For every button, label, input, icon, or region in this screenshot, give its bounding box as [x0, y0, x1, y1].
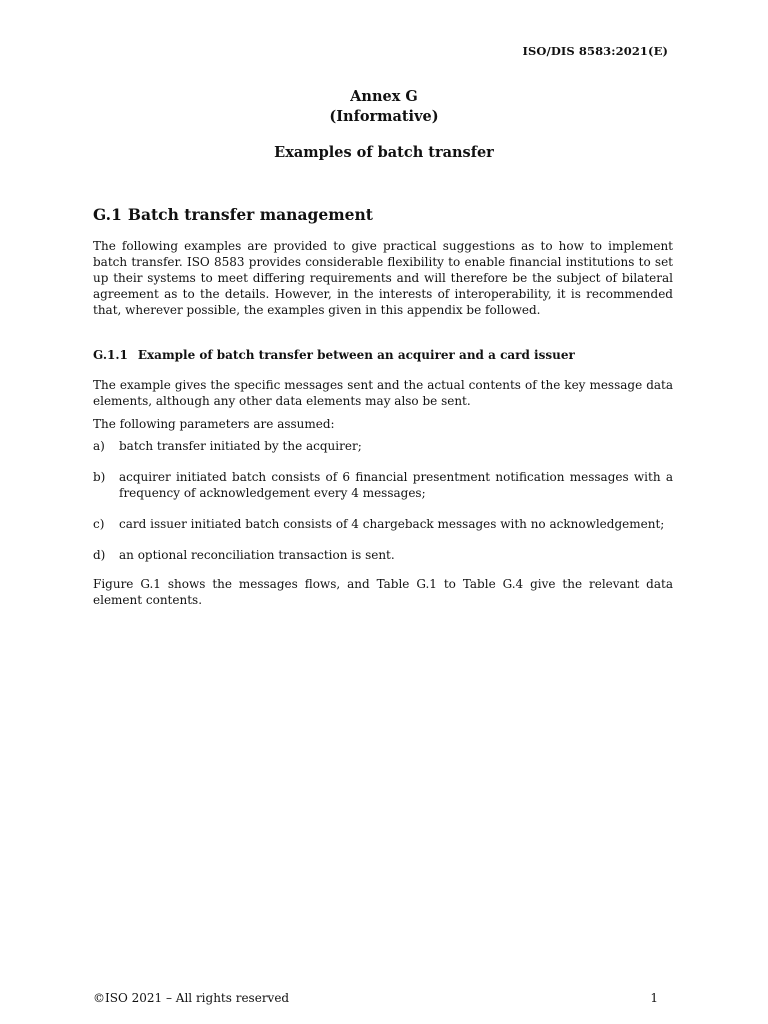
- subsection-heading: [93, 348, 575, 362]
- list-item-text: card issuer initiated batch consists of 4 chargeback messages with no acknowledgement;: [119, 517, 665, 531]
- footer-copyright: ©ISO 2021 – All rights reserved: [93, 991, 290, 1005]
- list-item-text: acquirer initiated batch consists of 6 financial presentment notification messages with a frequency of acknowledgement every 4 messages;: [119, 470, 673, 500]
- list-marker: b): [93, 470, 106, 484]
- annex-type: (Informative): [329, 108, 439, 125]
- subsection-intro: The example gives the specific messages sent and the actual contents of the key message data elements, although any other data elements may also be sent.: [93, 378, 673, 408]
- subsection-number: G.1.1: [93, 348, 128, 362]
- parameters-lead: The following parameters are assumed:: [93, 417, 335, 431]
- list-item: [93, 438, 673, 454]
- annex-title: Examples of batch transfer: [274, 144, 494, 161]
- section-heading: [93, 205, 373, 224]
- subsection-title: Example of batch transfer between an acquirer and a card issuer: [137, 348, 575, 362]
- document-id: ISO/DIS 8583:2021(E): [522, 44, 668, 58]
- annex-heading: [0, 87, 768, 127]
- list-item-text: an optional reconciliation transaction is sent.: [119, 548, 395, 562]
- list-marker: a): [93, 439, 105, 453]
- list-marker: d): [93, 548, 106, 562]
- page-number: 1: [650, 991, 658, 1005]
- parameters-list: [93, 438, 673, 563]
- section-title: Batch transfer management: [127, 205, 373, 224]
- list-marker: c): [93, 517, 105, 531]
- section-body: The following examples are provided to give practical suggestions as to how to implement batch transfer. ISO 8583 provides considerable flexibility to enable financial institutions to set up their systems to meet differing requirements and will therefore be the subject of bilateral agreement as to the details. However, in the interests of interoperability, it is recommended that, wherever possible, the examples given in this appendix be followed.: [93, 239, 673, 317]
- section-number: G.1: [93, 205, 122, 224]
- list-item: [93, 547, 673, 563]
- annex-label: Annex G: [350, 88, 418, 105]
- closing-paragraph: Figure G.1 shows the messages flows, and Table G.1 to Table G.4 give the relevant data element contents.: [93, 577, 673, 607]
- list-item-text: batch transfer initiated by the acquirer;: [119, 439, 362, 453]
- list-item: [93, 516, 673, 532]
- list-item: [93, 469, 673, 501]
